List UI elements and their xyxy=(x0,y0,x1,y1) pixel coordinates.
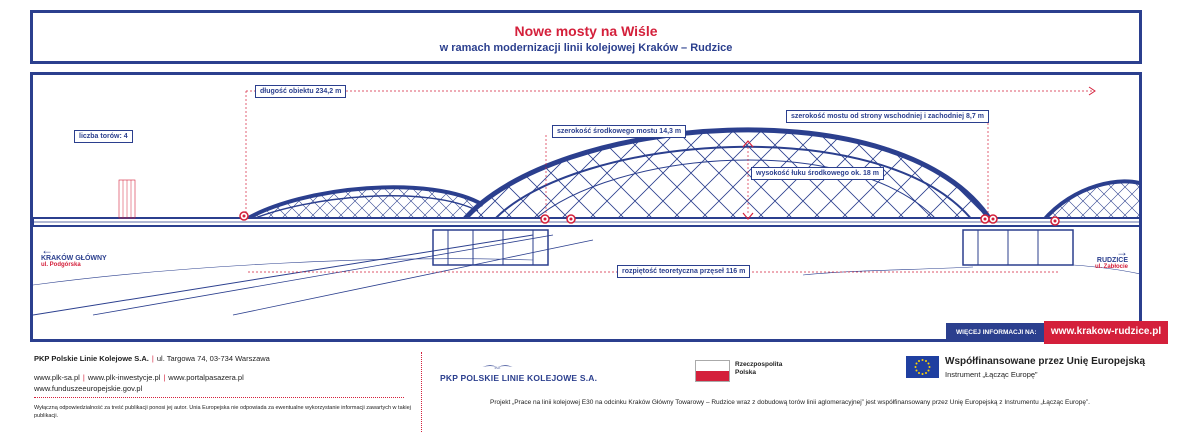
destination-right-street: ul. Zabłocie xyxy=(1095,264,1129,270)
footer-links xyxy=(34,372,244,394)
eu-subtitle: Instrument „Łącząc Europę” xyxy=(945,370,1038,379)
company-address: ul. Targowa 74, 03-734 Warszawa xyxy=(156,354,270,363)
span-label: rozpiętość teoretyczna przęseł 116 m xyxy=(617,265,750,278)
destination-right xyxy=(1095,247,1128,270)
disclaimer: Wyłączną odpowiedzialność za treść publikacji ponosi jej autor. Unia Europejska nie odpowiada za ewentualne wykorzystanie informacji zawartych w takiej publikacji. xyxy=(34,405,411,419)
destination-left-name: KRAKÓW GŁÓWNY xyxy=(41,255,107,262)
poland-flag-icon xyxy=(695,360,730,382)
separator: | xyxy=(151,354,154,363)
page-title: Nowe mosty na Wiśle xyxy=(514,23,658,39)
footer xyxy=(0,346,1182,438)
more-info-label: WIĘCEJ INFORMACJI NA: xyxy=(946,323,1047,342)
destination-right-name: RUDZICE xyxy=(1096,257,1129,264)
destination-left-street: ul. Podgórska xyxy=(41,262,81,268)
destination-left xyxy=(41,245,107,268)
link-inwestycje[interactable]: www.plk-inwestycje.pl xyxy=(87,373,161,382)
bridge-diagram xyxy=(30,72,1142,342)
side-width-label: szerokość mostu od strony wschodniej i zachodniej 8,7 m xyxy=(786,110,989,123)
project-description: Projekt „Prace na linii kolejowej E30 na odcinku Kraków Główny Towarowy – Rudzice wraz z dobudową torów linii aglomeracyjnej” jest współfinansowany przez Unię Europejską z Instrumentu „Łącząc Europę”. xyxy=(490,399,1090,406)
link-fundusze[interactable]: www.funduszeeuropejskie.gov.pl xyxy=(34,384,143,393)
plk-logo-icon xyxy=(480,360,550,374)
footer-company xyxy=(34,354,270,363)
plk-emblem-text: PLK xyxy=(494,366,501,370)
vertical-divider xyxy=(421,352,422,432)
page-subtitle: w ramach modernizacji linii kolejowej Kraków – Rudzice xyxy=(439,42,733,54)
tracks-label: liczba torów: 4 xyxy=(74,130,133,143)
eu-title: Współfinansowane przez Unię Europejską xyxy=(945,356,1146,367)
more-info-link[interactable]: www.krakow-rudzice.pl xyxy=(1044,321,1168,344)
title-box xyxy=(30,10,1142,64)
link-portal[interactable]: www.portalpasazera.pl xyxy=(168,373,244,382)
separator: | xyxy=(82,373,85,382)
link-plk[interactable]: www.plk-sa.pl xyxy=(34,373,80,382)
eu-flag-icon xyxy=(906,356,939,378)
separator: | xyxy=(163,373,166,382)
mid-width-label: szerokość środkowego mostu 14,3 m xyxy=(552,125,686,138)
dotted-divider xyxy=(34,397,404,398)
plk-logo-text: PKP POLSKIE LINIE KOLEJOWE S.A. xyxy=(440,373,598,383)
arrow-right-icon: → xyxy=(1116,245,1129,259)
arch-height-label: wysokość łuku środkowego ok. 18 m xyxy=(751,167,884,180)
company-name: PKP Polskie Linie Kolejowe S.A. xyxy=(34,354,149,363)
poland-label: Rzeczpospolita Polska xyxy=(735,361,783,376)
arrow-left-icon: ← xyxy=(41,243,53,257)
length-label: długość obiektu 234,2 m xyxy=(255,85,346,98)
